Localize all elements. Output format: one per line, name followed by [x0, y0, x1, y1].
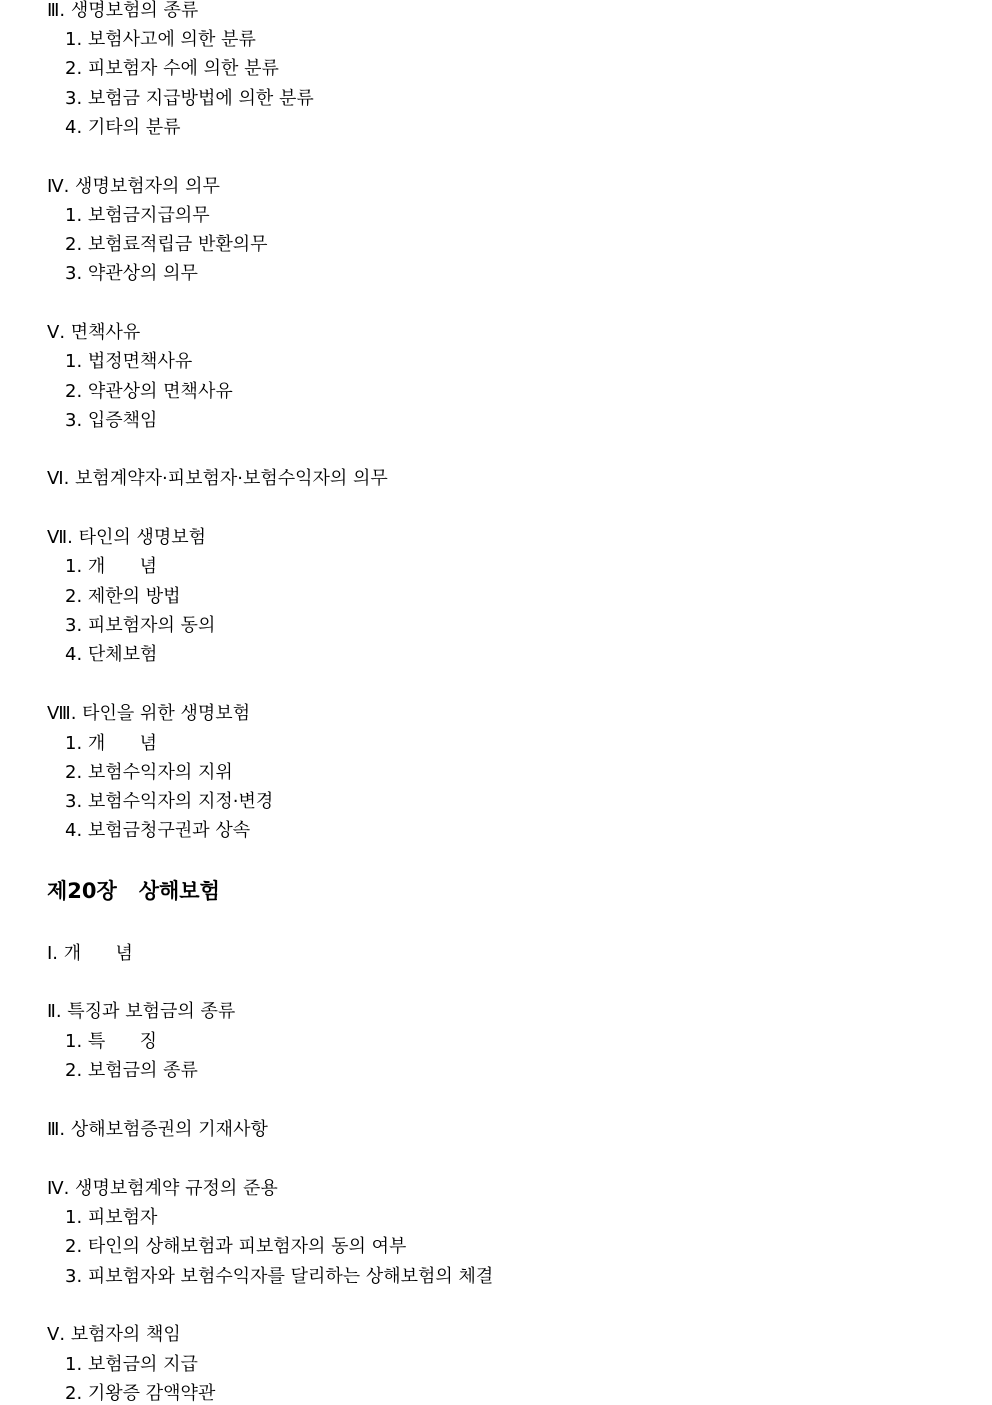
list-item: 3. 보험수익자의 지정·변경	[65, 791, 274, 812]
section-heading: Ⅵ. 보험계약자·피보험자·보험수익자의 의무	[47, 468, 388, 489]
list-item: 4. 보험금청구권과 상속	[65, 820, 251, 841]
list-item: 1. 개 념	[65, 556, 158, 577]
list-item: 2. 보험료적립금 반환의무	[65, 234, 268, 255]
section-heading: Ⅷ. 타인을 위한 생명보험	[47, 703, 251, 724]
list-item: 3. 피보험자의 동의	[65, 615, 216, 636]
section-heading: Ⅶ. 타인의 생명보험	[47, 527, 207, 548]
section-heading: Ⅲ. 생명보험의 종류	[47, 0, 199, 21]
list-item: 2. 피보험자 수에 의한 분류	[65, 58, 279, 79]
section-heading: Ⅳ. 생명보험계약 규정의 준용	[47, 1178, 278, 1199]
list-item: 1. 보험금지급의무	[65, 205, 210, 226]
list-item: 3. 피보험자와 보험수익자를 달리하는 상해보험의 체결	[65, 1266, 494, 1287]
list-item: 3. 입증책임	[65, 410, 158, 431]
list-item: 1. 특 징	[65, 1031, 158, 1052]
list-item: 1. 보험사고에 의한 분류	[65, 29, 256, 50]
list-item: 3. 약관상의 의무	[65, 263, 198, 284]
list-item: 2. 보험금의 종류	[65, 1060, 198, 1081]
list-item: 1. 법정면책사유	[65, 351, 193, 372]
list-item: 3. 보험금 지급방법에 의한 분류	[65, 88, 314, 109]
list-item: 1. 개 념	[65, 733, 158, 754]
list-item: 1. 보험금의 지급	[65, 1354, 198, 1375]
section-heading: Ⅱ. 특징과 보험금의 종류	[47, 1001, 236, 1022]
section-heading: Ⅴ. 보험자의 책임	[47, 1324, 181, 1345]
section-heading: Ⅴ. 면책사유	[47, 322, 141, 343]
list-item: 4. 단체보험	[65, 644, 158, 665]
list-item: 4. 기타의 분류	[65, 117, 181, 138]
list-item: 2. 타인의 상해보험과 피보험자의 동의 여부	[65, 1236, 407, 1257]
chapter-heading: 제20장 상해보험	[47, 879, 220, 903]
list-item: 2. 보험수익자의 지위	[65, 762, 233, 783]
section-heading: Ⅲ. 상해보험증권의 기재사항	[47, 1119, 268, 1140]
list-item: 1. 피보험자	[65, 1207, 158, 1228]
list-item: 2. 기왕증 감액약관	[65, 1383, 216, 1404]
section-heading: Ⅰ. 개 념	[47, 943, 133, 964]
list-item: 2. 제한의 방법	[65, 586, 181, 607]
list-item: 2. 약관상의 면책사유	[65, 381, 233, 402]
section-heading: Ⅳ. 생명보험자의 의무	[47, 176, 220, 197]
